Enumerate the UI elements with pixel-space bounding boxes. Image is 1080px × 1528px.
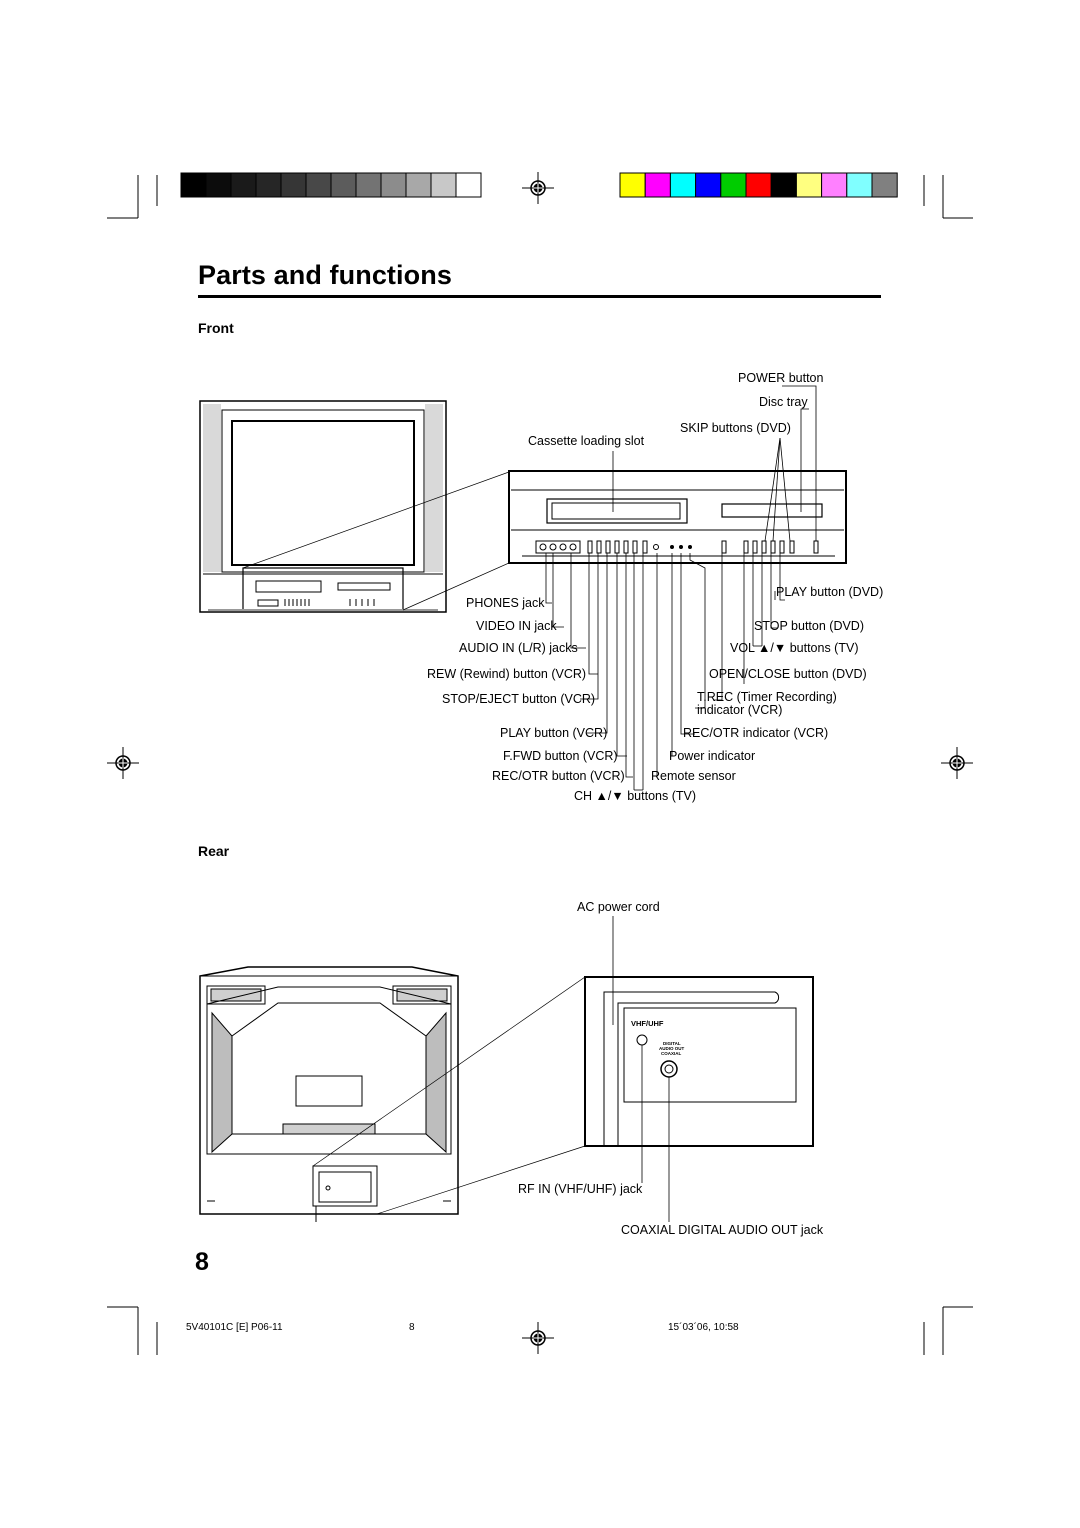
open-close-label: OPEN/CLOSE button (DVD) bbox=[709, 667, 867, 681]
video-in-label: VIDEO IN jack bbox=[476, 619, 557, 633]
trec-indicator-label-1: T.REC (Timer Recording) bbox=[697, 690, 837, 704]
tv-front-illustration bbox=[200, 401, 509, 612]
title-rule bbox=[198, 295, 881, 298]
gray-swatch bbox=[181, 173, 206, 197]
gray-swatch bbox=[281, 173, 306, 197]
color-swatch bbox=[872, 173, 897, 197]
registration-target-icon bbox=[107, 747, 139, 779]
power-indicator-label: Power indicator bbox=[669, 749, 756, 763]
crop-marks bbox=[107, 175, 973, 1355]
remote-sensor-label: Remote sensor bbox=[651, 769, 736, 783]
color-swatch bbox=[696, 173, 721, 197]
registration-target-icon bbox=[941, 747, 973, 779]
play-dvd-label: PLAY button (DVD) bbox=[776, 585, 884, 599]
rew-button-label: REW (Rewind) button (VCR) bbox=[427, 667, 587, 681]
color-swatch bbox=[822, 173, 847, 197]
footer-timestamp: 15´03´06, 10:58 bbox=[668, 1322, 739, 1333]
rec-otr-indicator-label: REC/OTR indicator (VCR) bbox=[683, 726, 829, 740]
color-swatch bbox=[721, 173, 746, 197]
audio-in-label: AUDIO IN (L/R) jacks bbox=[459, 641, 578, 655]
color-swatch bbox=[771, 173, 796, 197]
phones-jack-label: PHONES jack bbox=[466, 596, 545, 610]
color-swatch bbox=[620, 173, 645, 197]
disc-tray-label: Disc tray bbox=[759, 395, 808, 409]
ffwd-vcr-label: F.FWD button (VCR) bbox=[503, 749, 618, 763]
page-number: 8 bbox=[195, 1248, 209, 1276]
registration-target-icon bbox=[522, 172, 554, 204]
page-title: Parts and functions bbox=[198, 260, 452, 290]
gray-swatch bbox=[306, 173, 331, 197]
rec-otr-button-label: REC/OTR button (VCR) bbox=[492, 769, 625, 783]
digital-text: DIGITAL bbox=[663, 1041, 681, 1046]
color-calibration-bar bbox=[620, 173, 897, 197]
color-swatch bbox=[645, 173, 670, 197]
gray-swatch bbox=[356, 173, 381, 197]
ch-buttons-label: CH ▲/▼ buttons (TV) bbox=[574, 789, 696, 803]
trec-indicator-label-2: indicator (VCR) bbox=[697, 703, 783, 717]
footer-page: 8 bbox=[409, 1322, 415, 1333]
color-swatch bbox=[746, 173, 771, 197]
vol-buttons-label: VOL ▲/▼ buttons (TV) bbox=[730, 641, 859, 655]
gray-swatch bbox=[256, 173, 281, 197]
rear-heading: Rear bbox=[198, 843, 230, 859]
gray-swatch bbox=[406, 173, 431, 197]
cassette-slot-label: Cassette loading slot bbox=[528, 434, 645, 448]
rf-in-label: RF IN (VHF/UHF) jack bbox=[518, 1182, 643, 1196]
color-swatch bbox=[796, 173, 821, 197]
gray-swatch bbox=[456, 173, 481, 197]
grayscale-calibration-bar bbox=[181, 173, 481, 197]
gray-swatch bbox=[431, 173, 456, 197]
rear-panel-enlarged bbox=[585, 977, 813, 1146]
control-panel-enlarged bbox=[509, 471, 846, 563]
color-swatch bbox=[670, 173, 695, 197]
stop-dvd-label: STOP button (DVD) bbox=[754, 619, 864, 633]
footer-code: 5V40101C [E] P06-11 bbox=[186, 1322, 283, 1333]
color-swatch bbox=[847, 173, 872, 197]
coaxial-out-label: COAXIAL DIGITAL AUDIO OUT jack bbox=[621, 1223, 824, 1237]
gray-swatch bbox=[331, 173, 356, 197]
vhf-uhf-text: VHF/UHF bbox=[631, 1019, 664, 1028]
play-vcr-label: PLAY button (VCR) bbox=[500, 726, 608, 740]
front-heading: Front bbox=[198, 320, 234, 336]
gray-swatch bbox=[206, 173, 231, 197]
coaxial-text: COAXIAL bbox=[661, 1051, 682, 1056]
ac-cord-label: AC power cord bbox=[577, 900, 660, 914]
audio-out-text: AUDIO OUT bbox=[659, 1046, 685, 1051]
registration-target-icon bbox=[522, 1322, 554, 1354]
gray-swatch bbox=[231, 173, 256, 197]
power-button-label: POWER button bbox=[738, 371, 824, 385]
skip-buttons-label: SKIP buttons (DVD) bbox=[680, 421, 791, 435]
gray-swatch bbox=[381, 173, 406, 197]
stop-eject-label: STOP/EJECT button (VCR) bbox=[442, 692, 596, 706]
